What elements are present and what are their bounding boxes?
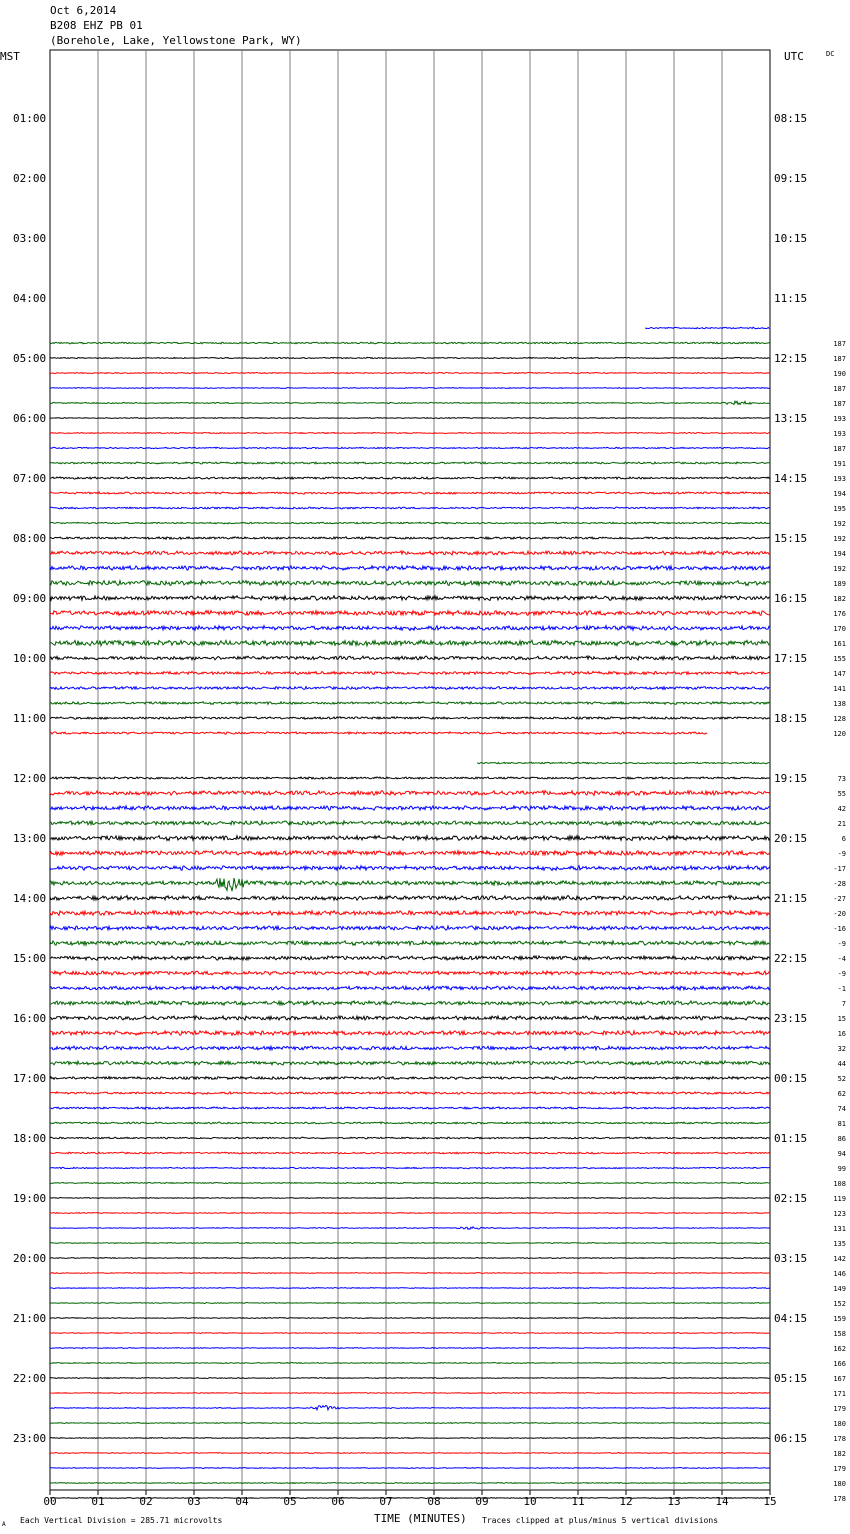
trace-offset-label: 180 xyxy=(833,1420,846,1428)
trace-offset-label: -1 xyxy=(837,985,846,993)
seismic-trace xyxy=(50,566,770,570)
seismic-trace xyxy=(50,656,770,660)
trace-offset-label: 128 xyxy=(833,715,846,723)
trace-offset-label: 55 xyxy=(837,790,846,798)
right-axis-label: UTC xyxy=(784,50,804,63)
trace-offset-label: 192 xyxy=(833,565,846,573)
trace-offset-label: 194 xyxy=(833,490,846,498)
seismic-trace xyxy=(50,1363,770,1364)
seismic-trace xyxy=(50,702,770,705)
x-tick-label: 06 xyxy=(331,1495,345,1508)
seismic-trace xyxy=(50,1031,770,1036)
x-tick-label: 04 xyxy=(235,1495,249,1508)
seismic-trace xyxy=(50,821,770,825)
seismic-trace xyxy=(50,401,770,404)
x-tick-label: 10 xyxy=(523,1495,537,1508)
utc-hour-label: 02:15 xyxy=(774,1192,808,1205)
trace-offset-label: 187 xyxy=(833,340,846,348)
utc-hour-label: 19:15 xyxy=(774,772,808,785)
seismic-trace xyxy=(50,1468,770,1469)
mst-hour-label: 06:00 xyxy=(13,412,47,425)
seismic-trace xyxy=(50,1378,770,1379)
seismic-trace xyxy=(50,477,770,479)
utc-hour-label: 22:15 xyxy=(774,952,808,965)
mst-hour-label: 13:00 xyxy=(13,832,47,845)
seismic-trace xyxy=(50,866,770,871)
trace-offset-label: -27 xyxy=(833,895,846,903)
seismic-trace xyxy=(50,1152,770,1154)
x-tick-label: 07 xyxy=(379,1495,393,1508)
mst-hour-label: 08:00 xyxy=(13,532,47,545)
scale-note: Each Vertical Division = 285.71 microvolts xyxy=(20,1516,223,1525)
seismic-trace xyxy=(50,522,770,524)
utc-hour-label: 17:15 xyxy=(774,652,808,665)
trace-offset-label: 187 xyxy=(833,400,846,408)
seismic-trace xyxy=(50,1438,770,1439)
seismic-trace xyxy=(50,596,770,601)
seismic-trace xyxy=(50,1182,770,1183)
trace-offset-label: 149 xyxy=(833,1285,846,1293)
utc-hour-label: 16:15 xyxy=(774,592,808,605)
trace-offset-label: 162 xyxy=(833,1345,846,1353)
seismic-trace xyxy=(50,911,770,916)
mst-hour-label: 04:00 xyxy=(13,292,47,305)
utc-hour-label: 03:15 xyxy=(774,1252,808,1265)
trace-offset-label: -28 xyxy=(833,880,846,888)
utc-hour-label: 15:15 xyxy=(774,532,808,545)
trace-offset-label: 179 xyxy=(833,1465,846,1473)
trace-offset-label: 187 xyxy=(833,445,846,453)
mst-hour-label: 19:00 xyxy=(13,1192,47,1205)
trace-offset-label: 167 xyxy=(833,1375,846,1383)
utc-hour-label: 13:15 xyxy=(774,412,808,425)
seismic-trace xyxy=(50,717,770,719)
utc-hour-label: 09:15 xyxy=(774,172,808,185)
trace-offset-label: 44 xyxy=(837,1060,846,1068)
seismic-trace xyxy=(50,956,770,960)
seismic-trace xyxy=(50,1046,770,1050)
mst-hour-label: 15:00 xyxy=(13,952,47,965)
seismic-trace xyxy=(50,581,770,586)
trace-offset-label: 32 xyxy=(837,1045,846,1053)
trace-offset-label: 6 xyxy=(841,835,846,843)
seismic-trace xyxy=(50,1198,770,1199)
seismic-trace xyxy=(50,1288,770,1289)
utc-hour-label: 18:15 xyxy=(774,712,808,725)
utc-hour-label: 06:15 xyxy=(774,1432,808,1445)
mst-hour-label: 21:00 xyxy=(13,1312,47,1325)
trace-offset-label: 120 xyxy=(833,730,846,738)
trace-offset-label: 142 xyxy=(833,1255,846,1263)
trace-offset-label: 147 xyxy=(833,670,846,678)
mst-hour-label: 22:00 xyxy=(13,1372,47,1385)
trace-offset-label: 195 xyxy=(833,505,846,513)
x-tick-label: 02 xyxy=(139,1495,153,1508)
seismic-trace xyxy=(50,986,770,990)
seismic-trace xyxy=(50,462,770,464)
x-tick-label: 01 xyxy=(91,1495,105,1508)
trace-offset-label: 123 xyxy=(833,1210,846,1218)
trace-offset-label: 192 xyxy=(833,535,846,543)
trace-offset-label: -17 xyxy=(833,865,846,873)
trace-offset-label: 166 xyxy=(833,1360,846,1368)
seismic-trace xyxy=(50,432,770,433)
seismic-trace xyxy=(50,372,770,373)
seismic-trace xyxy=(50,1332,770,1333)
trace-offset-label: 193 xyxy=(833,430,846,438)
mst-hour-label: 05:00 xyxy=(13,352,47,365)
trace-offset-label: 193 xyxy=(833,415,846,423)
seismic-trace xyxy=(50,896,770,901)
right-corner-label: DC xyxy=(826,50,835,58)
x-tick-label: 11 xyxy=(571,1495,585,1508)
seismic-trace xyxy=(50,1405,770,1409)
utc-hour-label: 21:15 xyxy=(774,892,808,905)
seismic-trace xyxy=(50,492,770,494)
utc-hour-label: 08:15 xyxy=(774,112,808,125)
seismic-trace xyxy=(50,1348,770,1349)
trace-offset-label: 191 xyxy=(833,460,846,468)
seismic-trace xyxy=(50,878,770,891)
seismic-trace xyxy=(50,1243,770,1244)
seismic-trace xyxy=(50,1107,770,1109)
mst-hour-label: 18:00 xyxy=(13,1132,47,1145)
trace-offset-label: 158 xyxy=(833,1330,846,1338)
mst-hour-label: 11:00 xyxy=(13,712,47,725)
trace-offset-label: 135 xyxy=(833,1240,846,1248)
trace-offset-label: 179 xyxy=(833,1405,846,1413)
seismic-trace xyxy=(50,1483,770,1484)
trace-offset-label: 178 xyxy=(833,1435,846,1443)
trace-offset-label: 155 xyxy=(833,655,846,663)
seismic-trace xyxy=(50,850,770,855)
seismic-trace xyxy=(50,1213,770,1214)
seismic-trace xyxy=(50,1423,770,1424)
seismic-trace xyxy=(50,732,707,734)
seismic-trace xyxy=(50,687,770,690)
seismic-trace xyxy=(50,806,770,810)
trace-offset-label: 108 xyxy=(833,1180,846,1188)
seismic-trace xyxy=(50,342,770,344)
trace-offset-label: 99 xyxy=(837,1165,846,1173)
x-tick-label: 08 xyxy=(427,1495,441,1508)
trace-offset-label: 42 xyxy=(837,805,846,813)
x-tick-label: 12 xyxy=(619,1495,633,1508)
seismic-trace xyxy=(50,388,770,389)
seismic-trace xyxy=(50,1452,770,1453)
utc-hour-label: 12:15 xyxy=(774,352,808,365)
seismic-trace xyxy=(50,1016,770,1020)
seismic-trace xyxy=(50,671,770,674)
seismic-trace xyxy=(50,941,770,945)
trace-offset-label: 171 xyxy=(833,1390,846,1398)
trace-offset-label: 182 xyxy=(833,595,846,603)
seismic-trace xyxy=(50,926,770,930)
trace-offset-label: 119 xyxy=(833,1195,846,1203)
seismic-trace xyxy=(50,1061,770,1065)
trace-offset-label: 182 xyxy=(833,1450,846,1458)
trace-offset-label: 180 xyxy=(833,1480,846,1488)
mst-hour-label: 03:00 xyxy=(13,232,47,245)
seismic-trace xyxy=(50,1227,770,1230)
seismic-trace xyxy=(50,1393,770,1394)
trace-offset-label: -9 xyxy=(837,970,846,978)
trace-offset-label: 178 xyxy=(833,1495,846,1503)
trace-offset-label: 131 xyxy=(833,1225,846,1233)
utc-hour-label: 10:15 xyxy=(774,232,808,245)
trace-offset-label: 86 xyxy=(837,1135,846,1143)
seismic-trace xyxy=(50,418,770,419)
utc-hour-label: 04:15 xyxy=(774,1312,808,1325)
seismic-trace xyxy=(50,1137,770,1139)
seismic-trace xyxy=(50,626,770,631)
x-tick-label: 15 xyxy=(763,1495,777,1508)
seismic-trace xyxy=(50,971,770,975)
trace-offset-label: 194 xyxy=(833,550,846,558)
trace-offset-label: 146 xyxy=(833,1270,846,1278)
seismic-trace xyxy=(50,551,770,555)
trace-offset-label: -4 xyxy=(837,955,846,963)
trace-offset-label: 189 xyxy=(833,580,846,588)
x-tick-label: 03 xyxy=(187,1495,201,1508)
seismic-trace xyxy=(50,1498,770,1499)
left-axis-label: MST xyxy=(0,50,20,63)
mst-hour-label: 23:00 xyxy=(13,1432,47,1445)
x-tick-label: 14 xyxy=(715,1495,729,1508)
seismic-trace xyxy=(645,327,769,329)
utc-hour-label: 05:15 xyxy=(774,1372,808,1385)
trace-offset-label: 161 xyxy=(833,640,846,648)
seismic-trace xyxy=(50,1303,770,1304)
trace-offset-label: 187 xyxy=(833,385,846,393)
seismic-trace xyxy=(50,357,770,358)
x-tick-label: 13 xyxy=(667,1495,681,1508)
trace-offset-label: 193 xyxy=(833,475,846,483)
seismic-trace xyxy=(50,777,770,779)
trace-offset-label: -16 xyxy=(833,925,846,933)
trace-offset-label: 15 xyxy=(837,1015,846,1023)
x-tick-label: 00 xyxy=(43,1495,57,1508)
seismic-trace xyxy=(50,1092,770,1095)
seismic-trace xyxy=(50,1318,770,1319)
mst-hour-label: 09:00 xyxy=(13,592,47,605)
mst-hour-label: 12:00 xyxy=(13,772,47,785)
trace-offset-label: -9 xyxy=(837,850,846,858)
mst-hour-label: 14:00 xyxy=(13,892,47,905)
seismic-trace xyxy=(50,1001,770,1005)
mst-hour-label: 07:00 xyxy=(13,472,47,485)
x-tick-label: 05 xyxy=(283,1495,297,1508)
corner-mark: A xyxy=(2,1521,6,1528)
seismic-trace xyxy=(50,537,770,539)
seismic-trace xyxy=(50,791,770,796)
trace-offset-label: 159 xyxy=(833,1315,846,1323)
seismic-trace xyxy=(50,640,770,646)
trace-offset-label: 141 xyxy=(833,685,846,693)
mst-hour-label: 02:00 xyxy=(13,172,47,185)
trace-offset-label: 81 xyxy=(837,1120,846,1128)
trace-offset-label: 73 xyxy=(837,775,846,783)
trace-offset-label: 16 xyxy=(837,1030,846,1038)
x-tick-label: 09 xyxy=(475,1495,489,1508)
trace-offset-label: 74 xyxy=(837,1105,846,1113)
mst-hour-label: 01:00 xyxy=(13,112,47,125)
trace-offset-label: 187 xyxy=(833,355,846,363)
utc-hour-label: 01:15 xyxy=(774,1132,808,1145)
trace-offset-label: 138 xyxy=(833,700,846,708)
utc-hour-label: 20:15 xyxy=(774,832,808,845)
trace-offset-label: 7 xyxy=(841,1000,846,1008)
x-axis-label: TIME (MINUTES) xyxy=(374,1512,467,1525)
utc-hour-label: 14:15 xyxy=(774,472,808,485)
mst-hour-label: 10:00 xyxy=(13,652,47,665)
utc-hour-label: 23:15 xyxy=(774,1012,808,1025)
trace-offset-label: 192 xyxy=(833,520,846,528)
trace-offset-label: 170 xyxy=(833,625,846,633)
seismic-trace xyxy=(477,762,769,764)
station-code: B208 EHZ PB 01 xyxy=(50,19,143,32)
seismic-trace xyxy=(50,507,770,509)
seismic-trace xyxy=(50,1122,770,1124)
trace-offset-label: 176 xyxy=(833,610,846,618)
plot-date: Oct 6,2014 xyxy=(50,4,117,17)
trace-offset-label: 152 xyxy=(833,1300,846,1308)
utc-hour-label: 00:15 xyxy=(774,1072,808,1085)
clip-note: Traces clipped at plus/minus 5 vertical divisions xyxy=(482,1516,719,1525)
trace-offset-label: 62 xyxy=(837,1090,846,1098)
trace-offset-label: -9 xyxy=(837,940,846,948)
utc-hour-label: 11:15 xyxy=(774,292,808,305)
trace-offset-label: -20 xyxy=(833,910,846,918)
mst-hour-label: 16:00 xyxy=(13,1012,47,1025)
trace-offset-label: 190 xyxy=(833,370,846,378)
seismic-trace xyxy=(50,447,770,449)
mst-hour-label: 17:00 xyxy=(13,1072,47,1085)
seismic-trace xyxy=(50,1258,770,1259)
seismic-trace xyxy=(50,1273,770,1274)
mst-hour-label: 20:00 xyxy=(13,1252,47,1265)
seismic-trace xyxy=(50,836,770,841)
trace-offset-label: 21 xyxy=(837,820,846,828)
seismic-trace xyxy=(50,610,770,615)
seismic-trace xyxy=(50,1167,770,1168)
trace-offset-label: 94 xyxy=(837,1150,846,1158)
seismic-trace xyxy=(50,1077,770,1080)
trace-offset-label: 52 xyxy=(837,1075,846,1083)
station-location: (Borehole, Lake, Yellowstone Park, WY) xyxy=(50,34,302,47)
plot-frame xyxy=(50,50,770,1490)
